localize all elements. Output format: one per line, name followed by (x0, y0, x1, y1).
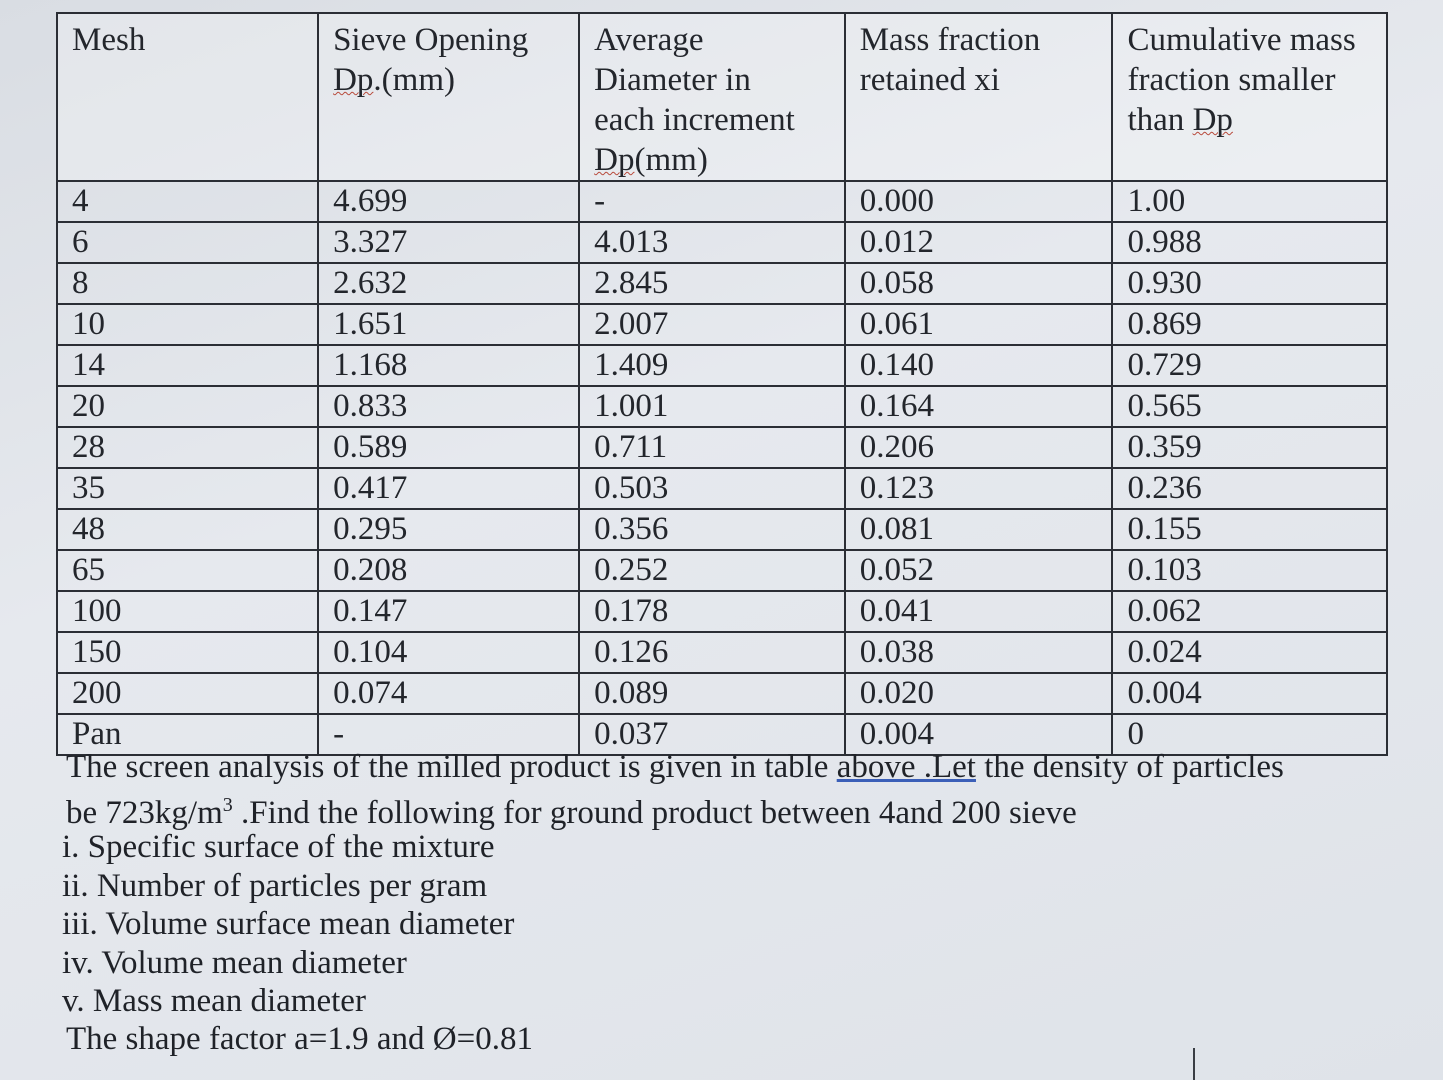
cell-avg: - (579, 181, 845, 222)
table-row (57, 509, 1387, 550)
table-row (57, 427, 1387, 468)
cell-avg: 0.037 (579, 714, 845, 755)
cell-opening: - (318, 714, 579, 755)
cell-cum: 0.103 (1112, 550, 1387, 591)
sieve-analysis-table (56, 12, 1388, 756)
table-row (57, 550, 1387, 591)
header-avg-line3: each increment (594, 102, 795, 138)
table-row (57, 263, 1387, 304)
cell-opening: 1.651 (318, 304, 579, 345)
cell-avg: 2.845 (579, 263, 845, 304)
cell-opening: 4.699 (318, 181, 579, 222)
cell-mesh: 65 (57, 550, 318, 591)
table-row (57, 304, 1387, 345)
header-mass-label: Mass fraction retained xi (859, 22, 1041, 98)
shape-factor-line: The shape factor a=1.9 and Ø=0.81 (66, 1021, 533, 1057)
problem-line-2-end: .Find the following for ground product between 4and 200 sieve (232, 795, 1077, 831)
cell-mesh: 14 (57, 345, 318, 386)
cell-mesh: 35 (57, 468, 318, 509)
table-row (57, 468, 1387, 509)
cell-opening: 0.074 (318, 673, 579, 714)
cell-mesh: 20 (57, 386, 318, 427)
cell-avg: 0.711 (579, 427, 845, 468)
cell-opening: 3.327 (318, 222, 579, 263)
problem-line-1-start: The screen analysis of the milled product is given in table (66, 749, 837, 785)
cell-opening: 2.632 (318, 263, 579, 304)
problem-line-1-underlined: above .Let (836, 749, 976, 785)
cell-avg: 1.409 (579, 345, 845, 386)
table-row (57, 673, 1387, 714)
cell-avg: 0.126 (579, 632, 845, 673)
cell-mass: 0.061 (845, 304, 1113, 345)
problem-line-2 (66, 786, 1386, 832)
cell-avg: 0.089 (579, 673, 845, 714)
table-body (57, 181, 1387, 755)
header-avg-dp: Dp (594, 142, 635, 178)
header-cum-label: Cumulative mass fraction smaller than (1127, 22, 1356, 138)
cell-opening: 0.589 (318, 427, 579, 468)
header-opening-label: Sieve Opening (333, 22, 529, 58)
cell-opening: 0.417 (318, 468, 579, 509)
problem-line-2-sup: 3 (222, 794, 233, 816)
cell-avg: 0.178 (579, 591, 845, 632)
header-cum-dp: Dp (1192, 102, 1233, 138)
cell-cum: 0.988 (1112, 222, 1387, 263)
cell-avg: 4.013 (579, 222, 845, 263)
cell-cum: 0.869 (1112, 304, 1387, 345)
table-row (57, 591, 1387, 632)
cell-mass: 0.038 (845, 632, 1113, 673)
header-sieve-opening (318, 13, 579, 181)
cell-cum: 1.00 (1112, 181, 1387, 222)
cell-cum: 0.930 (1112, 263, 1387, 304)
cell-mesh: 200 (57, 673, 318, 714)
header-avg-unit: (mm) (634, 142, 708, 178)
table-header-row (57, 13, 1387, 181)
cell-cum: 0.024 (1112, 632, 1387, 673)
cell-cum: 0.729 (1112, 345, 1387, 386)
cell-mesh: 28 (57, 427, 318, 468)
problem-line-2-start: be 723kg/m (66, 795, 223, 831)
problem-line-1-end: the density of particles (975, 749, 1284, 785)
cell-cum: 0 (1112, 714, 1387, 755)
header-mass-fraction (845, 13, 1113, 181)
cell-mesh: 4 (57, 181, 318, 222)
cell-opening: 0.833 (318, 386, 579, 427)
header-mesh (57, 13, 318, 181)
question-list (62, 828, 514, 1021)
cell-mass: 0.000 (845, 181, 1113, 222)
cell-mesh: 10 (57, 304, 318, 345)
table-row (57, 345, 1387, 386)
table-row (57, 632, 1387, 673)
cell-mass: 0.020 (845, 673, 1113, 714)
cell-avg: 1.001 (579, 386, 845, 427)
cell-mass: 0.164 (845, 386, 1113, 427)
header-average-diameter (579, 13, 845, 181)
cell-mass: 0.123 (845, 468, 1113, 509)
cell-cum: 0.565 (1112, 386, 1387, 427)
cell-mass: 0.012 (845, 222, 1113, 263)
cell-avg: 0.356 (579, 509, 845, 550)
header-cumulative-fraction (1112, 13, 1387, 181)
cell-mesh: Pan (57, 714, 318, 755)
cell-avg: 0.252 (579, 550, 845, 591)
cell-mass: 0.140 (845, 345, 1113, 386)
cell-cum: 0.004 (1112, 673, 1387, 714)
problem-statement (66, 748, 1386, 832)
cell-opening: 0.295 (318, 509, 579, 550)
cell-cum: 0.236 (1112, 468, 1387, 509)
cell-mass: 0.058 (845, 263, 1113, 304)
table-row (57, 181, 1387, 222)
question-item: iv. Volume mean diameter (62, 944, 407, 981)
cell-mass: 0.081 (845, 509, 1113, 550)
cell-mass: 0.206 (845, 427, 1113, 468)
cell-mass: 0.004 (845, 714, 1113, 755)
question-item: i. Specific surface of the mixture (62, 829, 495, 865)
header-avg-line1: Average (594, 22, 704, 58)
cell-mass: 0.041 (845, 591, 1113, 632)
cell-mesh: 8 (57, 263, 318, 304)
question-item: iii. Volume surface mean diameter (62, 906, 515, 942)
problem-line-1 (66, 748, 1386, 786)
cell-mesh: 48 (57, 509, 318, 550)
cell-avg: 0.503 (579, 468, 845, 509)
cell-opening: 0.104 (318, 632, 579, 673)
table-row (57, 386, 1387, 427)
cell-mass: 0.052 (845, 550, 1113, 591)
cell-opening: 0.147 (318, 591, 579, 632)
cell-mesh: 150 (57, 632, 318, 673)
cell-mesh: 100 (57, 591, 318, 632)
cell-cum: 0.062 (1112, 591, 1387, 632)
cell-opening: 0.208 (318, 550, 579, 591)
question-item: v. Mass mean diameter (62, 983, 366, 1019)
cell-cum: 0.359 (1112, 427, 1387, 468)
cell-mesh: 6 (57, 222, 318, 263)
cell-cum: 0.155 (1112, 509, 1387, 550)
table-row (57, 222, 1387, 263)
question-item: ii. Number of particles per gram (62, 867, 488, 904)
cell-opening: 1.168 (318, 345, 579, 386)
header-opening-dp: Dp (333, 62, 374, 98)
cell-avg: 2.007 (579, 304, 845, 345)
header-mesh-label: Mesh (72, 22, 146, 58)
text-cursor (1193, 1048, 1195, 1080)
header-opening-unit: .(mm) (373, 62, 455, 98)
header-avg-line2: Diameter in (594, 62, 751, 98)
